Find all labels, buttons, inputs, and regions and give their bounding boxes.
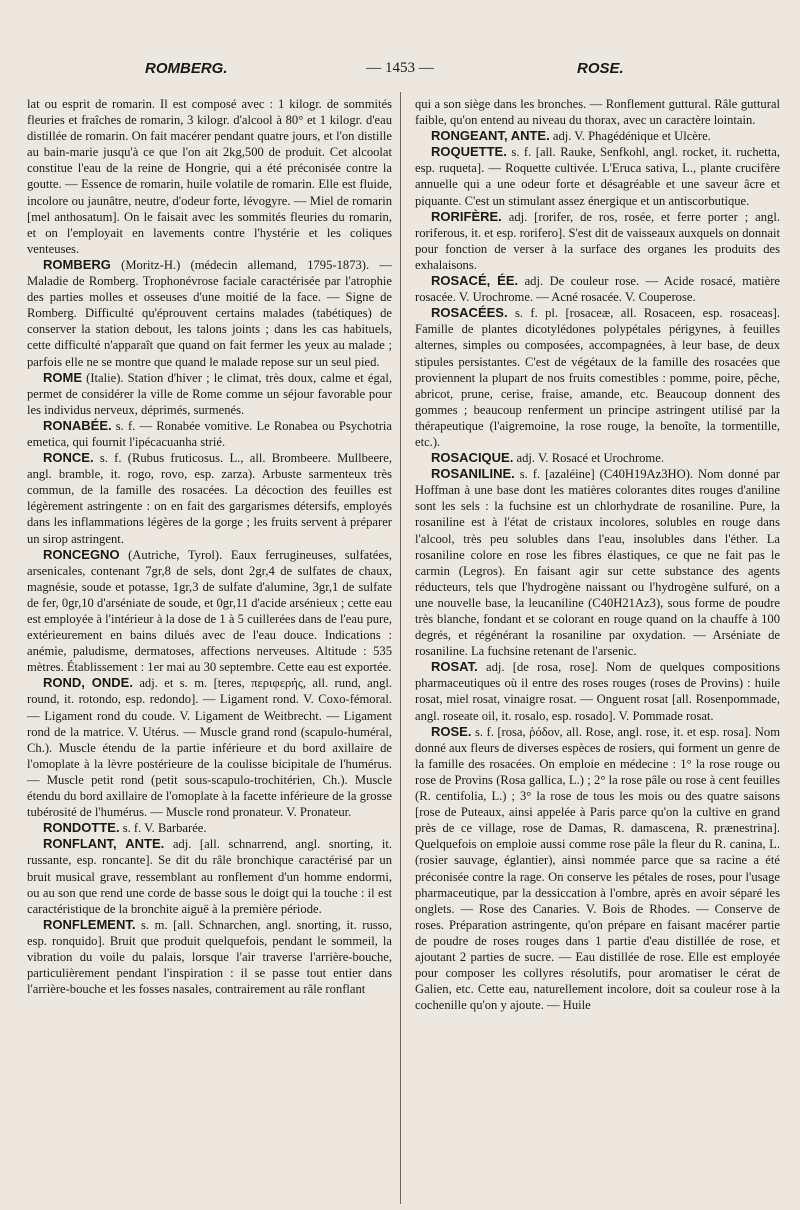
entry-body: s. f. [azaléine] (C40H19Az3HO). Nom donné par Hoffman à une base dont les matières colorantes dites rouges d'aniline sont les sels : la fuchsine est un chlorhydrate de rosaniline. Pure, la rosaniline est à l'état de cristaux incolores, solubles en rouge dans l'alcool, très peu solubles dans l'eau, insolubles dans l'éther. La rosaniline colore en rose les fibres élastiques, ce que ne fait pas le carmin (Legros). En faisant agir sur cette substance des agents réducteurs, tels que l'hydrogène naissant ou l'hydrogène sulfuré, on a une nouvelle base, la leucaniline (C40H21Az3), sous forme de poudre très blanche, fondant et se colorant en rouge quand on la chauffe à 100 degrés, et régénérant la rosaniline par oxydation. — Arséniate de rosaniline. La fuchsine retenant de l'arsenic.	[415, 467, 780, 659]
header-right-guide-word: ROSE.	[577, 60, 624, 77]
entry-headword: ROSE.	[431, 723, 472, 739]
entry-headword: ROSACÉES.	[431, 305, 508, 321]
entry-headword: RONABÉE.	[43, 417, 112, 433]
entry-body: adj. et s. m. [teres, περιφερής, all. rund, angl. round, it. rotondo, esp. redondo]. — Ligament rond. V. Coxo-fémoral. — Ligament rond du coude. V. Ligament de Weitbrecht. — Ligament rond de la matrice. V. Utérus. — Muscle grand rond (scapulo-huméral, Ch.). Muscle étendu de la partie inférieure et du bord axillaire de l'omoplate à la lèvre postérieure de la coulisse bicipitale de l'humérus. — Muscle petit rond (petit sous-scapulo-trochitérien, Ch.). Muscle étendu du bord axillaire de l'omoplate à la facette inférieure de la grosse tubérosité de l'humérus. — Muscle rond pronateur. V. Pronateur.	[27, 676, 393, 820]
entry-body: s. f. V. Barbarée.	[119, 821, 207, 836]
entry-headword: RONGEANT, ANTE.	[431, 128, 550, 144]
entry-continuation	[27, 96, 392, 257]
dictionary-entry	[27, 820, 392, 836]
right-column	[415, 96, 780, 1013]
dictionary-entry	[27, 917, 392, 997]
entry-body: adj. [all. schnarrend, angl. snorting, it. russante, esp. roncante]. Se dit du râle bronchique caractérisé par un bruit musical grave, ressemblant au ronflement d'un homme endormi, ou au son que rend une corde de basse sous le doigt qui la touche : il est caractéristique de la bronchite aiguë à la première période.	[27, 837, 392, 916]
entry-body: adj. [rorifer, de ros, rosée, et ferre porter ; angl. roriferous, it. et esp. rorifero]. S'est dit de vaisseaux auxquels on donnait pour fonction de verser à la surface des organes les produits des exhalaisons.	[415, 209, 780, 272]
entry-body: s. f. (Rubus fruticosus. L., all. Brombeere. Mullbeere, angl. bramble, it. rogo, rovo, esp. zarza). Arbuste sarmenteux très commun, de la famille des rosacées. La décoction des feuilles est légèrement astringente : on en fait des gargarismes détersifs, employés dans les inflammations légères de la gorge ; les fruits servent à préparer un sirop astringent.	[27, 451, 392, 546]
entry-headword: ROSACIQUE.	[431, 450, 514, 466]
entry-body: adj. [de rosa, rose]. Nom de quelques compositions pharmaceutiques où il entre des roses rouges (roses de Provins) : huile rosat, miel rosat, vinaigre rosat. — Onguent rosat [all. Rosenpommade, angl. roseate oil, it. rosalo, esp. rosado]. V. Pommade rosat.	[415, 660, 780, 723]
dictionary-entry	[415, 466, 780, 659]
entry-headword: ROSAT.	[431, 659, 478, 675]
entry-headword: RONFLANT, ANTE.	[43, 836, 165, 852]
entry-body: adj. V. Phagédénique et Ulcère.	[549, 129, 711, 144]
column-divider	[400, 92, 401, 1204]
dictionary-entry	[27, 675, 392, 820]
entry-headword: ROSANILINE.	[431, 466, 515, 482]
entry-headword: RONCEGNO	[43, 546, 120, 562]
dictionary-entry	[415, 144, 780, 208]
page-number: — 1453 —	[366, 60, 434, 76]
dictionary-entry	[415, 128, 780, 144]
entry-headword: ROSACÉ, ÉE.	[431, 273, 519, 289]
dictionary-entry	[415, 273, 780, 305]
dictionary-entry	[27, 370, 392, 418]
entry-body: (Autriche, Tyrol). Eaux ferrugineuses, sulfatées, arsenicales, contenant 7gr,8 de sels, dont 2gr,4 de sulfates de chaux, magnésie, soude et potasse, 1gr,3 de sulfate d'alumine, 3gr,1 de sulfate de fer, 0gr,10 d'arséniate de soude, et 0gr,11 d'acide arsénieux ; cette eau est employée à l'intérieur à la dose de 1 à 5 cuillerées dans de l'eau pure, extérieurement en bains dilués avec de l'eau douce. Indications : anémie, paludisme, dermatoses, affections nerveuses. Altitude : 535 mètres. Établissement : 1er mai au 30 septembre. Cette eau est exportée.	[27, 547, 392, 675]
dictionary-entry	[415, 659, 780, 723]
entry-body: s. f. pl. [rosaceæ, all. Rosaceen, esp. rosaceas]. Famille de plantes dicotylédones polypétales périgynes, à feuilles alternes, simples ou composées, accompagnées, à leur base, de deux stipules persistantes. C'est de végétaux de la famille des rosacées que proviennent la plupart de nos fruits comestibles : pomme, poire, pêche, abricot, prune, cerise, fraise, amande, etc. Beaucoup donnent des gommes ; beaucoup renferment un principe astringent utilisé par la thérapeutique (l'aigremoine, la rose rouge, la benoîte, la tormentille, etc.).	[415, 306, 780, 449]
entry-body: s. f. [all. Rauke, Senfkohl, angl. rocket, it. ruchetta, esp. ruqueta]. — Roquette cultivée. L'Eruca sativa, L., plante crucifère annuelle qui a une odeur forte et désagréable et une saveur âcre et piquante. C'est un stimulant assez énergique et un antiscorbutique.	[415, 145, 780, 208]
entry-headword: ROQUETTE.	[431, 144, 507, 160]
entry-headword: RONCE.	[43, 450, 94, 466]
entry-headword: ROME	[43, 369, 82, 385]
entry-body: s. f. [rosa, ῥόδον, all. Rose, angl. rose, it. et esp. rosa]. Nom donné aux fleurs de diverses espèces de rosiers, qui forment un genre de la famille des rosacées. On emploie en médecine : 1° la rose rouge ou rose de Provins (Rosa gallica, L.) ; 2° la rose pâle ou rose à cent feuilles (R. centifolia, L.) ; 3° la rose de tous les mois ou des quatre saisons [rose de Puteaux, ainsi appelée à Paris parce qu'on la cultive en grand près de ce village, rose de Damas, R. damascena, R. prænestrina]. Quelquefois on emploie aussi comme rose pâle la fleur du R. canina, L. (rosier sauvage, églantier), ainsi nommée parce que sa racine a été préconisée contre la rage. On conserve les pétales de roses, pour l'usage pharmaceutique, par la dessiccation à l'ombre, après en avoir séparé les onglets. — Rose des Canaries. V. Bois de Rhodes. — Conserve de roses. Préparation astringente, qu'on prépare en faisant macérer partie de poudre de roses rouges dans 1 partie d'eau distillée de rose, et ajoutant 2 parties de sucre. — Eau distillée de rose. Elle est employée pour composer les collyres résolutifs, pour aromatiser le cérat de Galien, etc. Cette eau, naturellement incolore, doit sa couleur rose à la cochenille qu'on y ajoute. — Huile	[415, 724, 780, 1013]
entry-body: lat ou esprit de romarin. Il est composé avec : 1 kilogr. de sommités fleuries et fraîches de romarin, 3 kilogr. d'alcool à 80° et 1 kilogr. d'eau distillée de romarin. On fait macérer pendant quatre jours, et l'on distille au bain-marie jusqu'à ce que l'on ait 2kg,500 de produit. Cet alcoolat constitue l'eau de la reine de Hongrie, qui a été préconisée contre la goutte. — Essence de romarin, huile volatile de romarin. Elle est fluide, incolore ou jaunâtre, neutre, d'odeur forte, lévogyre. — Miel de romarin [mel anthosatum]. On le faisait avec les sommités fleuries du romarin, et on l'employait en lavements contre l'hystérie et les coliques venteuses.	[27, 97, 392, 256]
entry-headword: ROMBERG	[43, 256, 111, 272]
dictionary-entry	[27, 450, 392, 547]
entry-headword: RORIFÈRE.	[431, 208, 502, 224]
entry-continuation	[415, 96, 780, 128]
entry-body: s. f. — Ronabée vomitive. Le Ronabea ou Psychotria emetica, qui fournit l'ipécacuanha strié.	[27, 418, 392, 449]
entry-body: (Italie). Station d'hiver ; le climat, très doux, calme et égal, permet de considérer la ville de Rome comme un séjour favorable pour les individus nerveux, déprimés, surmenés.	[27, 370, 392, 417]
header-left-guide-word: ROMBERG.	[145, 60, 228, 77]
page-header	[0, 60, 800, 84]
entry-body: adj. V. Rosacé et Urochrome.	[513, 451, 664, 466]
left-column	[27, 96, 392, 997]
dictionary-entry	[27, 257, 392, 370]
entry-body: adj. De couleur rose. — Acide rosacé, matière rosacée. V. Urochrome. — Acné rosacée. V. Couperose.	[415, 274, 780, 305]
entry-headword: RONFLEMENT.	[43, 916, 136, 932]
entry-body: s. m. [all. Schnarchen, angl. snorting, it. russo, esp. ronquido]. Bruit que produit quelquefois, pendant le sommeil, la vibration du voile du palais, lorsque l'air traverse l'arrière-bouche, particulièrement pendant l'inspiration : il se passe tout entier dans l'arrière-bouche et les fosses nasales, contrairement au râle ronflant	[27, 917, 392, 997]
dictionary-entry	[415, 724, 780, 1014]
entry-body: (Moritz-H.) (médecin allemand, 1795-1873). — Maladie de Romberg. Trophonévrose faciale caractérisée par l'atrophie des parties molles et osseuses d'une moitié de la face. — Signe de Romberg. Difficulté qu'éprouvent certains malades (tabétiques) de conserver la station debout, les talons joints ; dans les cas habituels, cette difficulté n'apparaît que quand on fait fermer les yeux au malade ; parfois elle ne se montre que quand le malade repose sur un seul pied.	[27, 257, 392, 369]
entry-headword: ROND, ONDE.	[43, 675, 133, 691]
dictionary-entry	[415, 450, 780, 466]
entry-headword: RONDOTTE.	[43, 820, 120, 836]
dictionary-entry	[415, 209, 780, 273]
entry-body: qui a son siège dans les bronches. — Ronflement guttural. Râle guttural faible, qu'on entend au niveau du thorax, avec un caractère lointain.	[415, 97, 780, 128]
dictionary-entry	[415, 305, 780, 450]
dictionary-entry	[27, 418, 392, 450]
dictionary-entry	[27, 836, 392, 916]
dictionary-entry	[27, 547, 392, 676]
